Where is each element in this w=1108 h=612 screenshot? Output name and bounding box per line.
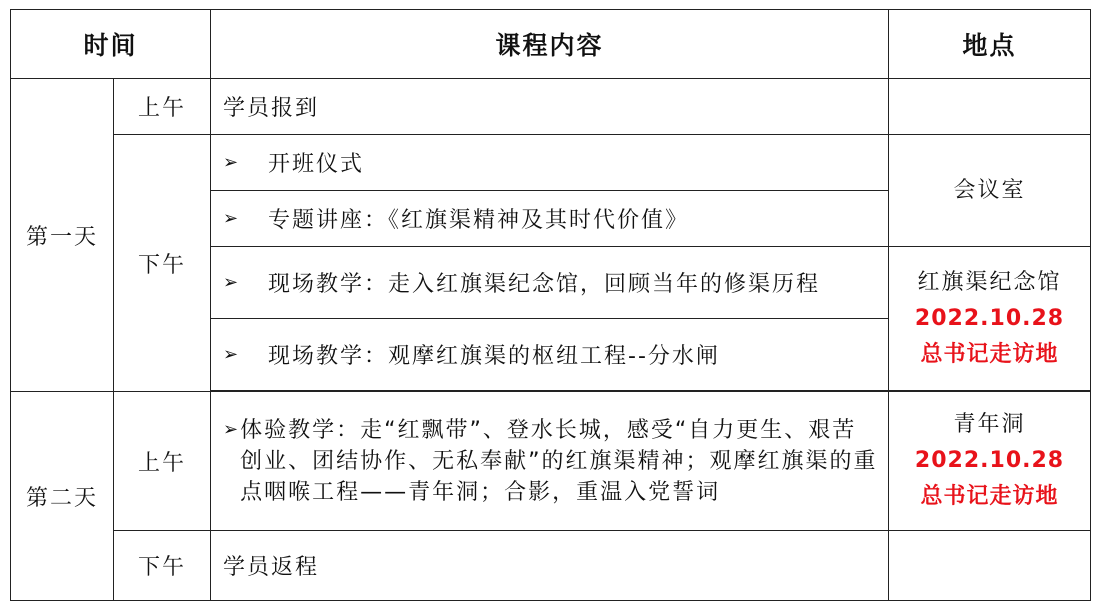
- table-row: [11, 79, 1091, 135]
- table-row: [11, 135, 1091, 191]
- period-afternoon: 下午: [114, 135, 211, 392]
- course-content: 学员报到: [211, 79, 889, 135]
- header-time: 时间: [11, 10, 211, 79]
- bullet-arrow-icon: ➢: [223, 208, 241, 229]
- location-name: 红旗渠纪念馆: [917, 269, 1062, 295]
- bullet-arrow-icon: ➢: [223, 344, 241, 365]
- course-item-text: 现场教学：观摩红旗渠的枢纽工程--分水闸: [268, 344, 720, 369]
- course-item-text: 专题讲座：《红旗渠精神及其时代价值》: [268, 208, 690, 233]
- course-content: 学员返程: [211, 531, 889, 601]
- schedule-table: [10, 9, 1091, 601]
- day-one-label: 第一天: [11, 79, 114, 392]
- bullet-arrow-icon: ➢: [223, 418, 241, 440]
- header-content: 课程内容: [211, 10, 889, 79]
- course-item-text: 现场教学：走入红旗渠纪念馆，回顾当年的修渠历程: [268, 272, 821, 297]
- period-morning: 上午: [114, 392, 211, 531]
- period-afternoon: 下午: [114, 531, 211, 601]
- location-cell: [889, 531, 1091, 601]
- visit-date: 2022.10.28: [914, 448, 1065, 473]
- visit-date: 2022.10.28: [914, 305, 1065, 331]
- location-cell: [889, 79, 1091, 135]
- bullet-arrow-icon: ➢: [223, 272, 241, 293]
- course-item: [211, 135, 889, 191]
- course-item-text: 体验教学：走“红飘带”、登水长城，感受“自力更生、艰苦创业、团结协作、无私奉献”的红旗渠精神；观摩红旗渠的重点咽喉工程——青年洞；合影，重温入党誓词: [240, 417, 878, 505]
- table-row: [11, 531, 1091, 601]
- course-item: [211, 319, 889, 391]
- day-two-label: 第二天: [11, 392, 114, 601]
- table-row: [11, 392, 1091, 531]
- course-item-text: 开班仪式: [268, 152, 365, 177]
- location-memorial-hall: [889, 247, 1091, 391]
- course-item: [211, 247, 889, 319]
- location-youth-tunnel: [889, 392, 1091, 531]
- course-item: [211, 392, 889, 531]
- header-location: 地点: [889, 10, 1091, 79]
- bullet-arrow-icon: ➢: [223, 152, 241, 173]
- visit-note: 总书记走访地: [920, 341, 1059, 367]
- location-meeting-room: 会议室: [889, 135, 1091, 247]
- course-item: [211, 191, 889, 247]
- visit-note: 总书记走访地: [920, 484, 1059, 509]
- period-morning: 上午: [114, 79, 211, 135]
- location-name: 青年洞: [953, 412, 1026, 437]
- header-row: [11, 10, 1091, 79]
